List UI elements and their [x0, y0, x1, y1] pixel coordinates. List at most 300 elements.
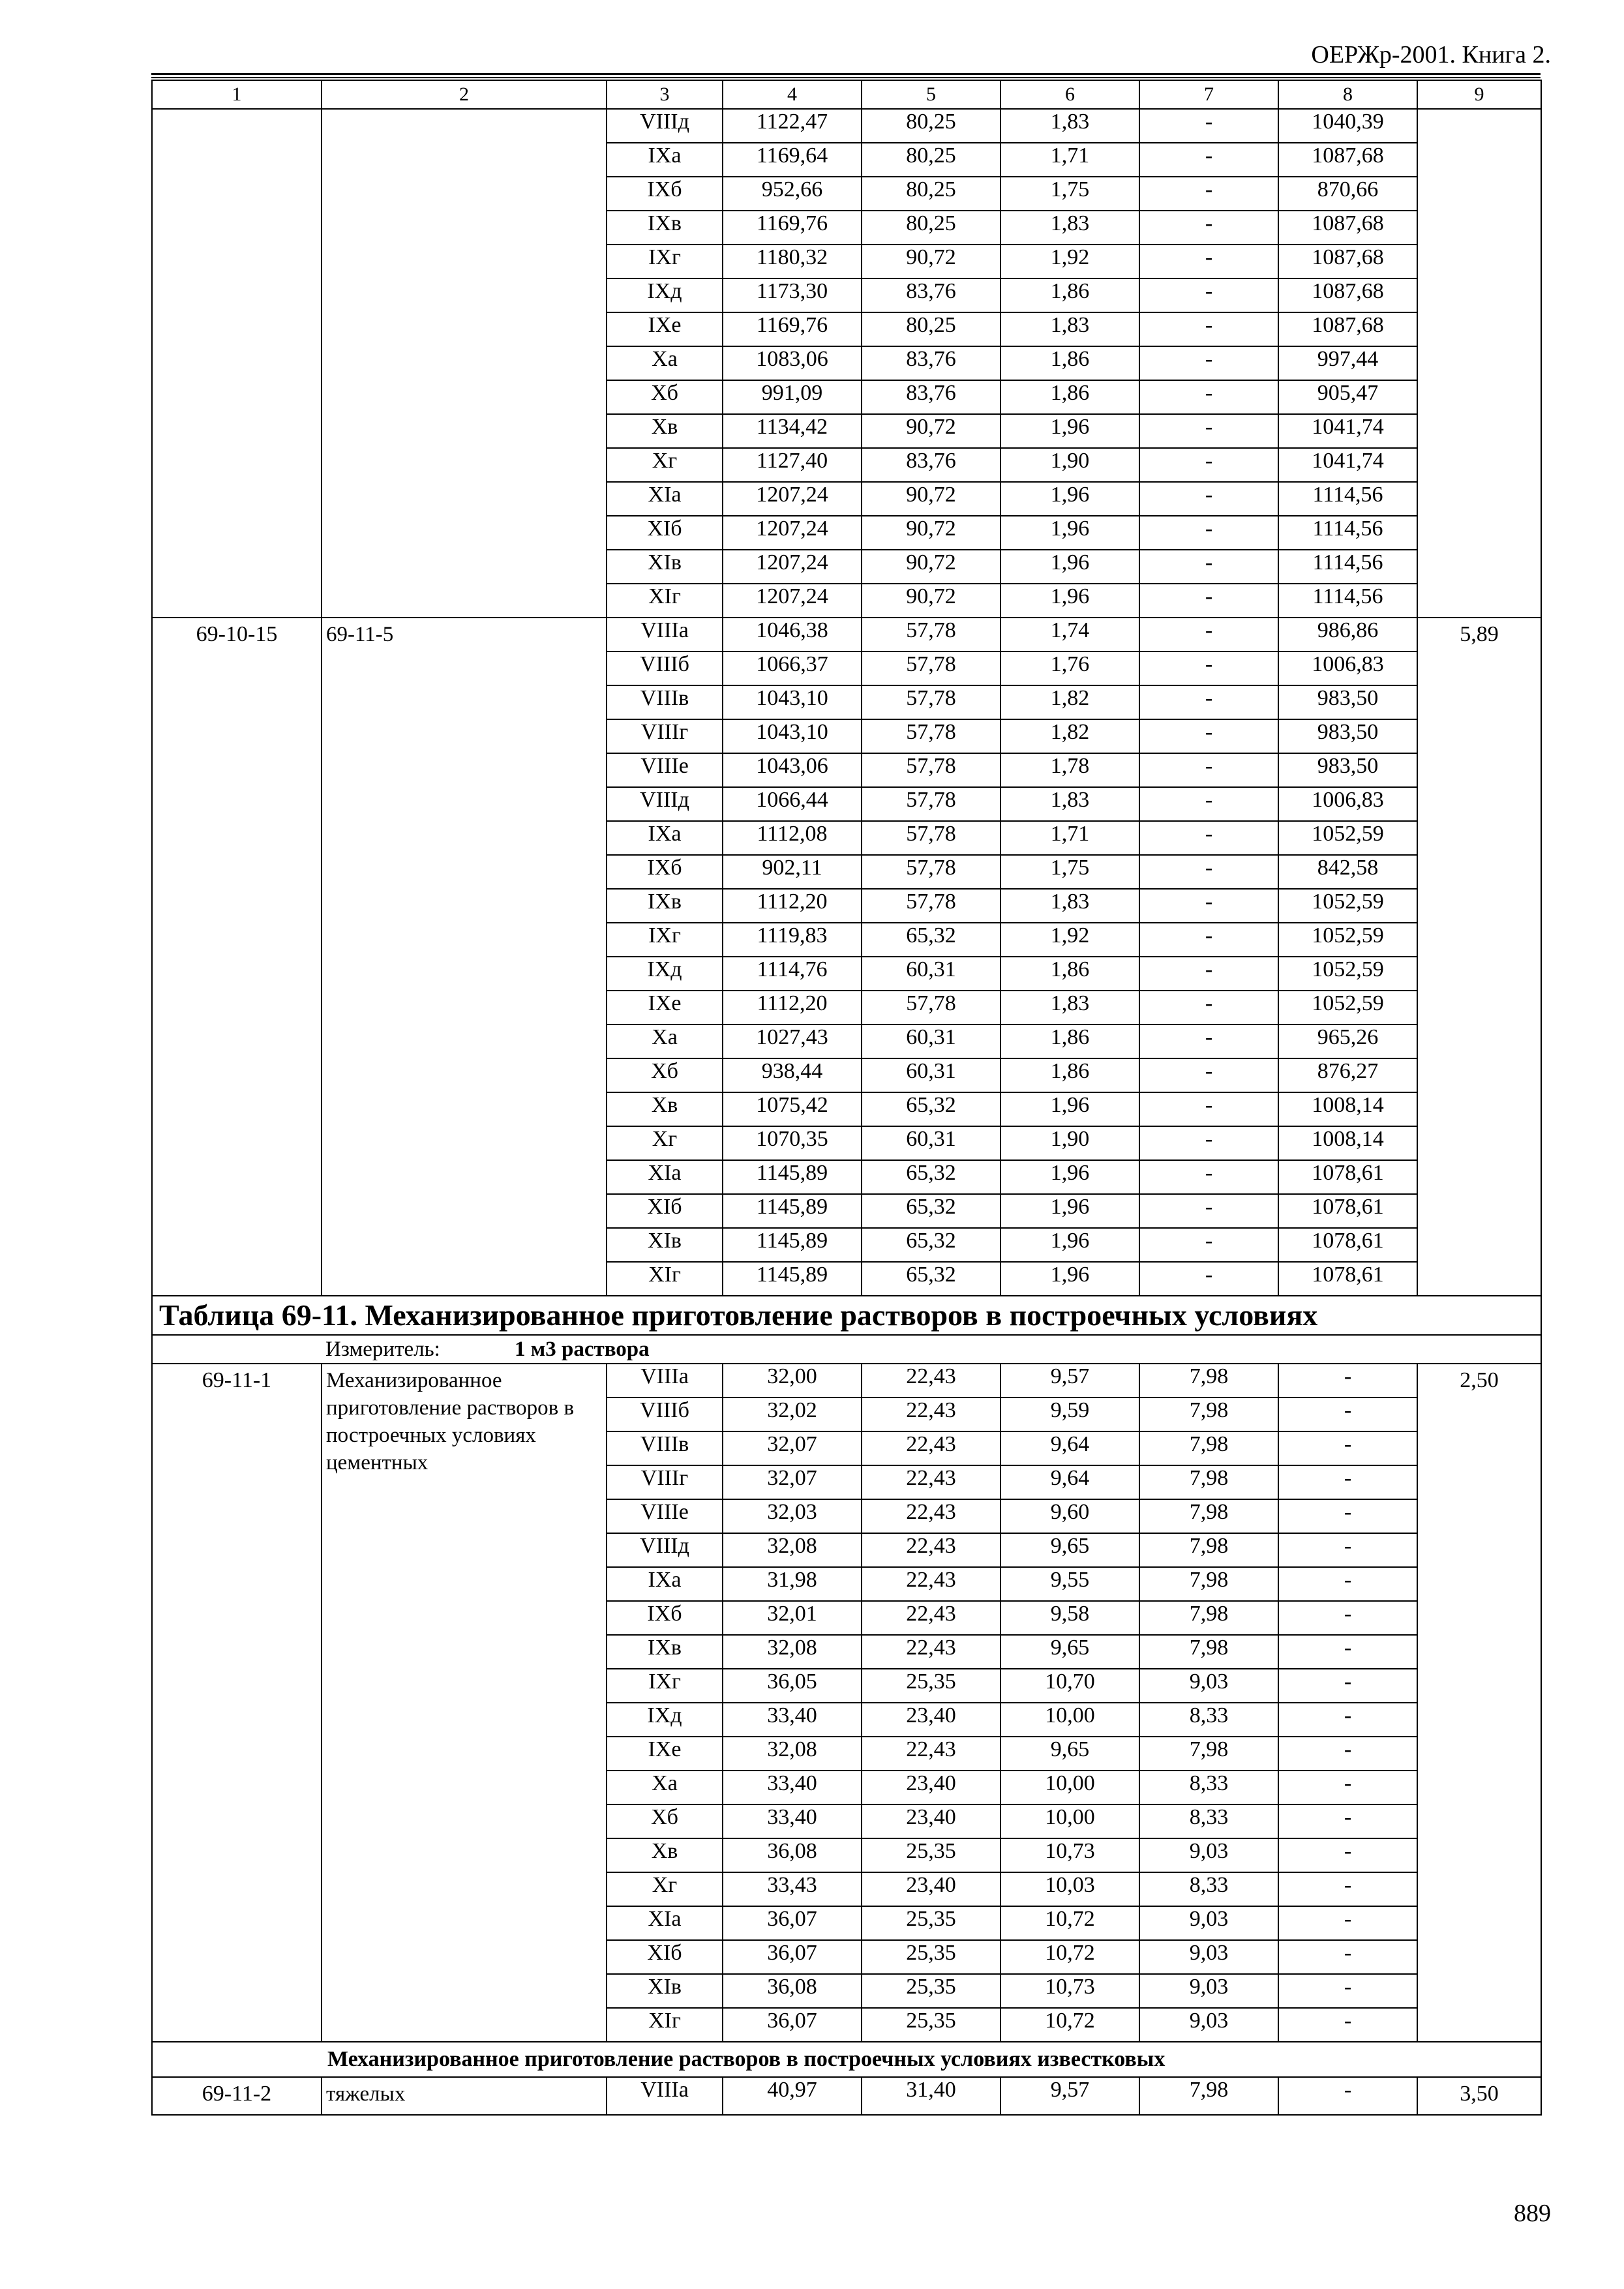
data-cell: 90,72: [862, 414, 1000, 448]
unit-value: 1 м3 раствора: [515, 1338, 650, 1361]
data-cell: -: [1278, 1940, 1417, 1974]
data-cell: 33,40: [723, 1771, 862, 1804]
data-cell: 986,86: [1278, 618, 1417, 651]
data-cell: 25,35: [862, 1974, 1000, 2008]
data-cell: 1169,76: [723, 312, 862, 346]
data-cell: 32,08: [723, 1635, 862, 1669]
data-cell: -: [1139, 278, 1278, 312]
data-cell: -: [1139, 550, 1278, 584]
data-cell: Xг: [607, 1126, 723, 1160]
data-cell: 1,83: [1000, 211, 1139, 245]
data-cell: 1169,76: [723, 211, 862, 245]
data-cell: VIIIб: [607, 651, 723, 685]
table-title: Таблица 69-11. Механизированное приготовление растворов в построечных условиях: [152, 1296, 1541, 1335]
data-cell: 1,90: [1000, 448, 1139, 482]
data-cell: 1,86: [1000, 346, 1139, 380]
data-cell: -: [1278, 1431, 1417, 1465]
data-cell: 90,72: [862, 516, 1000, 550]
data-cell: 10,70: [1000, 1669, 1139, 1703]
data-cell: 9,65: [1000, 1737, 1139, 1771]
description-cell: [322, 109, 607, 618]
data-cell: -: [1139, 346, 1278, 380]
data-cell: 1087,68: [1278, 278, 1417, 312]
data-cell: 902,11: [723, 855, 862, 889]
data-cell: IXг: [607, 923, 723, 957]
data-cell: 1134,42: [723, 414, 862, 448]
data-cell: 1078,61: [1278, 1160, 1417, 1194]
data-cell: 10,03: [1000, 1872, 1139, 1906]
data-cell: 1070,35: [723, 1126, 862, 1160]
data-cell: 33,40: [723, 1703, 862, 1737]
data-cell: 1,71: [1000, 821, 1139, 855]
data-cell: 1,96: [1000, 1262, 1139, 1296]
data-cell: IXа: [607, 1567, 723, 1601]
data-cell: 90,72: [862, 245, 1000, 278]
data-cell: Xв: [607, 1092, 723, 1126]
data-cell: VIIIг: [607, 719, 723, 753]
data-cell: 8,33: [1139, 1703, 1278, 1737]
data-cell: 876,27: [1278, 1058, 1417, 1092]
data-cell: 25,35: [862, 1838, 1000, 1872]
data-cell: 8,33: [1139, 1804, 1278, 1838]
data-cell: 1173,30: [723, 278, 862, 312]
data-cell: 1078,61: [1278, 1194, 1417, 1228]
column-number: 4: [723, 80, 862, 109]
data-cell: 1,92: [1000, 923, 1139, 957]
data-cell: 9,57: [1000, 1364, 1139, 1398]
data-cell: -: [1278, 1804, 1417, 1838]
data-cell: VIIIв: [607, 685, 723, 719]
data-cell: 60,31: [862, 1025, 1000, 1058]
data-cell: 1,96: [1000, 482, 1139, 516]
data-cell: 60,31: [862, 957, 1000, 991]
data-cell: IXб: [607, 855, 723, 889]
col9-cell: 5,89: [1417, 618, 1541, 1296]
data-cell: 57,78: [862, 821, 1000, 855]
data-cell: -: [1278, 1974, 1417, 2008]
unit-row: [152, 1335, 1541, 1364]
data-cell: 83,76: [862, 380, 1000, 414]
data-cell: -: [1139, 109, 1278, 143]
data-cell: -: [1139, 957, 1278, 991]
data-cell: 965,26: [1278, 1025, 1417, 1058]
data-cell: 22,43: [862, 1737, 1000, 1771]
data-cell: 1114,56: [1278, 482, 1417, 516]
table-row: [152, 1364, 1541, 1398]
data-cell: IXг: [607, 1669, 723, 1703]
data-cell: 9,64: [1000, 1465, 1139, 1499]
data-cell: 905,47: [1278, 380, 1417, 414]
data-cell: 1145,89: [723, 1194, 862, 1228]
data-cell: VIIIа: [607, 2077, 723, 2115]
data-cell: 1087,68: [1278, 312, 1417, 346]
data-cell: -: [1278, 1465, 1417, 1499]
running-header: ОЕРЖр-2001. Книга 2.: [1311, 41, 1551, 68]
data-cell: 57,78: [862, 651, 1000, 685]
data-cell: 1075,42: [723, 1092, 862, 1126]
data-cell: 57,78: [862, 855, 1000, 889]
data-cell: IXе: [607, 312, 723, 346]
data-cell: 9,65: [1000, 1635, 1139, 1669]
data-cell: 7,98: [1139, 1635, 1278, 1669]
data-cell: VIIIд: [607, 1533, 723, 1567]
data-cell: 32,01: [723, 1601, 862, 1635]
data-cell: 1,96: [1000, 516, 1139, 550]
data-cell: 36,05: [723, 1669, 862, 1703]
data-cell: 1114,56: [1278, 584, 1417, 618]
data-cell: 1114,76: [723, 957, 862, 991]
data-cell: 8,33: [1139, 1872, 1278, 1906]
data-cell: 1,86: [1000, 957, 1139, 991]
data-cell: 57,78: [862, 991, 1000, 1025]
data-cell: XIб: [607, 1940, 723, 1974]
data-cell: 36,07: [723, 2008, 862, 2042]
data-cell: IXв: [607, 211, 723, 245]
data-cell: XIг: [607, 584, 723, 618]
data-cell: 65,32: [862, 1092, 1000, 1126]
data-cell: 22,43: [862, 1465, 1000, 1499]
data-cell: 9,03: [1139, 2008, 1278, 2042]
data-cell: 22,43: [862, 1398, 1000, 1431]
column-number: 9: [1417, 80, 1541, 109]
data-cell: XIа: [607, 482, 723, 516]
data-cell: -: [1139, 516, 1278, 550]
data-cell: 7,98: [1139, 1431, 1278, 1465]
data-cell: -: [1139, 719, 1278, 753]
data-cell: 1043,06: [723, 753, 862, 787]
data-cell: -: [1139, 1025, 1278, 1058]
data-cell: 870,66: [1278, 177, 1417, 211]
data-cell: 9,03: [1139, 1940, 1278, 1974]
data-cell: 1052,59: [1278, 821, 1417, 855]
data-cell: 1,96: [1000, 1092, 1139, 1126]
data-cell: 7,98: [1139, 1533, 1278, 1567]
data-cell: -: [1139, 1058, 1278, 1092]
table-row: [152, 2077, 1541, 2115]
data-cell: 10,00: [1000, 1804, 1139, 1838]
data-cell: 1,96: [1000, 1194, 1139, 1228]
data-cell: -: [1278, 1364, 1417, 1398]
column-number: 3: [607, 80, 723, 109]
data-cell: IXе: [607, 991, 723, 1025]
data-cell: -: [1139, 1228, 1278, 1262]
data-cell: 983,50: [1278, 753, 1417, 787]
data-cell: 1052,59: [1278, 957, 1417, 991]
data-cell: 1040,39: [1278, 109, 1417, 143]
data-cell: IXв: [607, 889, 723, 923]
data-cell: 1066,37: [723, 651, 862, 685]
data-cell: 1,86: [1000, 1025, 1139, 1058]
unit-cell: [152, 1335, 1541, 1364]
data-cell: 23,40: [862, 1872, 1000, 1906]
data-cell: -: [1278, 1703, 1417, 1737]
data-cell: -: [1139, 482, 1278, 516]
data-cell: 65,32: [862, 1194, 1000, 1228]
data-cell: 22,43: [862, 1533, 1000, 1567]
data-cell: 1078,61: [1278, 1228, 1417, 1262]
data-cell: 1122,47: [723, 109, 862, 143]
data-cell: 1,71: [1000, 143, 1139, 177]
data-cell: 1145,89: [723, 1160, 862, 1194]
col9-cell: 3,50: [1417, 2077, 1541, 2115]
data-cell: Xа: [607, 346, 723, 380]
data-cell: 1041,74: [1278, 448, 1417, 482]
data-cell: Xа: [607, 1025, 723, 1058]
data-cell: -: [1139, 889, 1278, 923]
data-cell: IXе: [607, 1737, 723, 1771]
data-cell: VIIIв: [607, 1431, 723, 1465]
data-cell: XIб: [607, 1194, 723, 1228]
data-cell: 10,72: [1000, 1906, 1139, 1940]
data-cell: 31,98: [723, 1567, 862, 1601]
data-cell: 1006,83: [1278, 787, 1417, 821]
data-cell: 1078,61: [1278, 1262, 1417, 1296]
data-cell: IXг: [607, 245, 723, 278]
data-cell: 1,82: [1000, 719, 1139, 753]
data-cell: -: [1278, 1567, 1417, 1601]
data-cell: 65,32: [862, 923, 1000, 957]
data-cell: 1006,83: [1278, 651, 1417, 685]
data-cell: -: [1278, 1601, 1417, 1635]
data-cell: 1,96: [1000, 1228, 1139, 1262]
column-number: 1: [152, 80, 322, 109]
data-cell: XIа: [607, 1906, 723, 1940]
data-cell: 1,83: [1000, 889, 1139, 923]
data-cell: 22,43: [862, 1601, 1000, 1635]
data-cell: 25,35: [862, 2008, 1000, 2042]
data-cell: 1043,10: [723, 719, 862, 753]
data-cell: -: [1139, 618, 1278, 651]
data-cell: 1,96: [1000, 550, 1139, 584]
data-cell: 1,83: [1000, 312, 1139, 346]
data-cell: 983,50: [1278, 719, 1417, 753]
data-cell: 8,33: [1139, 1771, 1278, 1804]
data-cell: 33,43: [723, 1872, 862, 1906]
data-cell: IXа: [607, 143, 723, 177]
data-cell: -: [1139, 245, 1278, 278]
data-cell: Xв: [607, 1838, 723, 1872]
data-cell: 31,40: [862, 2077, 1000, 2115]
data-cell: 1114,56: [1278, 550, 1417, 584]
data-cell: 1,78: [1000, 753, 1139, 787]
data-cell: 32,03: [723, 1499, 862, 1533]
data-cell: -: [1139, 651, 1278, 685]
data-cell: 1207,24: [723, 550, 862, 584]
data-cell: 1145,89: [723, 1228, 862, 1262]
data-cell: -: [1139, 1194, 1278, 1228]
data-cell: 1027,43: [723, 1025, 862, 1058]
data-cell: -: [1278, 1737, 1417, 1771]
data-cell: 1,86: [1000, 278, 1139, 312]
data-cell: IXб: [607, 177, 723, 211]
data-cell: 9,60: [1000, 1499, 1139, 1533]
data-cell: IXд: [607, 278, 723, 312]
data-cell: IXб: [607, 1601, 723, 1635]
data-cell: 1,74: [1000, 618, 1139, 651]
data-cell: XIв: [607, 550, 723, 584]
page-number: 889: [1514, 2200, 1551, 2227]
data-cell: VIIIд: [607, 787, 723, 821]
data-cell: 952,66: [723, 177, 862, 211]
data-cell: 90,72: [862, 584, 1000, 618]
data-cell: 7,98: [1139, 1364, 1278, 1398]
data-cell: 9,03: [1139, 1838, 1278, 1872]
data-cell: Xа: [607, 1771, 723, 1804]
data-cell: 10,72: [1000, 2008, 1139, 2042]
unit-label: Измеритель:: [325, 1338, 440, 1361]
data-cell: 40,97: [723, 2077, 862, 2115]
data-cell: 997,44: [1278, 346, 1417, 380]
data-cell: 10,73: [1000, 1838, 1139, 1872]
data-cell: -: [1139, 1092, 1278, 1126]
data-cell: VIIIб: [607, 1398, 723, 1431]
data-cell: 32,08: [723, 1533, 862, 1567]
data-cell: 32,00: [723, 1364, 862, 1398]
table-title-row: [152, 1296, 1541, 1335]
data-cell: 1169,64: [723, 143, 862, 177]
data-cell: 7,98: [1139, 1567, 1278, 1601]
data-cell: 1066,44: [723, 787, 862, 821]
description-cell: Механизированное приготовление растворов в построечных условиях цементных: [322, 1364, 607, 2042]
data-cell: 1112,08: [723, 821, 862, 855]
data-cell: 1,82: [1000, 685, 1139, 719]
data-cell: 22,43: [862, 1635, 1000, 1669]
data-cell: 1119,83: [723, 923, 862, 957]
table-row: [152, 618, 1541, 651]
data-cell: -: [1278, 1872, 1417, 1906]
data-cell: 57,78: [862, 719, 1000, 753]
data-cell: 1008,14: [1278, 1092, 1417, 1126]
data-cell: 1,86: [1000, 1058, 1139, 1092]
data-cell: 33,40: [723, 1804, 862, 1838]
data-cell: 9,57: [1000, 2077, 1139, 2115]
data-cell: 57,78: [862, 753, 1000, 787]
data-cell: 983,50: [1278, 685, 1417, 719]
data-cell: 60,31: [862, 1126, 1000, 1160]
data-cell: 1180,32: [723, 245, 862, 278]
data-cell: 83,76: [862, 346, 1000, 380]
code-cell: [152, 109, 322, 618]
data-cell: Xг: [607, 1872, 723, 1906]
data-cell: 25,35: [862, 1940, 1000, 1974]
data-cell: 36,08: [723, 1974, 862, 2008]
data-cell: 1,92: [1000, 245, 1139, 278]
data-cell: Xб: [607, 380, 723, 414]
data-cell: VIIIе: [607, 1499, 723, 1533]
data-cell: 32,07: [723, 1465, 862, 1499]
data-cell: -: [1139, 787, 1278, 821]
section-subheading: Механизированное приготовление растворов в построечных условиях известковых: [152, 2042, 1541, 2077]
data-cell: 7,98: [1139, 2077, 1278, 2115]
data-cell: 80,25: [862, 312, 1000, 346]
data-cell: 22,43: [862, 1499, 1000, 1533]
data-cell: 1112,20: [723, 889, 862, 923]
data-cell: 1,75: [1000, 855, 1139, 889]
data-cell: 1127,40: [723, 448, 862, 482]
data-cell: 57,78: [862, 787, 1000, 821]
data-cell: 1087,68: [1278, 211, 1417, 245]
data-cell: VIIIа: [607, 618, 723, 651]
data-cell: -: [1278, 1669, 1417, 1703]
data-cell: XIг: [607, 1262, 723, 1296]
data-cell: 22,43: [862, 1431, 1000, 1465]
data-cell: VIIIе: [607, 753, 723, 787]
data-cell: 9,03: [1139, 1974, 1278, 2008]
data-cell: 1,96: [1000, 414, 1139, 448]
data-cell: VIIIд: [607, 109, 723, 143]
code-cell: 69-11-1: [152, 1364, 322, 2042]
data-cell: -: [1278, 1533, 1417, 1567]
code-cell: 69-11-2: [152, 2077, 322, 2115]
data-cell: 1145,89: [723, 1262, 862, 1296]
data-cell: -: [1139, 1160, 1278, 1194]
data-cell: 1,86: [1000, 380, 1139, 414]
data-cell: 9,03: [1139, 1669, 1278, 1703]
data-cell: 1207,24: [723, 482, 862, 516]
column-number-row: [152, 80, 1541, 109]
ref-cell: 69-11-5: [322, 618, 607, 1296]
data-cell: -: [1139, 1126, 1278, 1160]
data-cell: -: [1278, 1499, 1417, 1533]
data-cell: 90,72: [862, 482, 1000, 516]
data-cell: -: [1139, 312, 1278, 346]
data-cell: -: [1139, 685, 1278, 719]
table-row: [152, 109, 1541, 143]
data-cell: 1,90: [1000, 1126, 1139, 1160]
data-cell: Xб: [607, 1058, 723, 1092]
code-cell: 69-10-15: [152, 618, 322, 1296]
data-cell: -: [1139, 1262, 1278, 1296]
data-cell: 25,35: [862, 1906, 1000, 1940]
data-cell: 80,25: [862, 143, 1000, 177]
data-cell: 1207,24: [723, 516, 862, 550]
data-cell: 65,32: [862, 1228, 1000, 1262]
data-cell: 32,07: [723, 1431, 862, 1465]
data-cell: IXв: [607, 1635, 723, 1669]
data-cell: 1,96: [1000, 1160, 1139, 1194]
col9-cell: 2,50: [1417, 1364, 1541, 2042]
data-cell: 83,76: [862, 278, 1000, 312]
description-cell: тяжелых: [322, 2077, 607, 2115]
data-cell: 1043,10: [723, 685, 862, 719]
data-cell: -: [1278, 1635, 1417, 1669]
column-number: 8: [1278, 80, 1417, 109]
data-cell: -: [1278, 1771, 1417, 1804]
data-cell: 7,98: [1139, 1465, 1278, 1499]
data-cell: XIг: [607, 2008, 723, 2042]
column-number: 6: [1000, 80, 1139, 109]
data-cell: 1207,24: [723, 584, 862, 618]
data-cell: 1,75: [1000, 177, 1139, 211]
data-cell: 10,00: [1000, 1771, 1139, 1804]
data-cell: 25,35: [862, 1669, 1000, 1703]
data-cell: -: [1139, 991, 1278, 1025]
data-cell: XIв: [607, 1974, 723, 2008]
col9-cell: [1417, 109, 1541, 618]
data-cell: 1,83: [1000, 991, 1139, 1025]
data-cell: 23,40: [862, 1771, 1000, 1804]
data-cell: -: [1278, 1838, 1417, 1872]
data-cell: 57,78: [862, 685, 1000, 719]
data-cell: 90,72: [862, 550, 1000, 584]
data-cell: -: [1278, 2008, 1417, 2042]
data-cell: -: [1139, 584, 1278, 618]
data-cell: 1087,68: [1278, 143, 1417, 177]
data-cell: -: [1139, 177, 1278, 211]
data-cell: 10,72: [1000, 1940, 1139, 1974]
data-cell: 65,32: [862, 1160, 1000, 1194]
data-cell: 80,25: [862, 211, 1000, 245]
